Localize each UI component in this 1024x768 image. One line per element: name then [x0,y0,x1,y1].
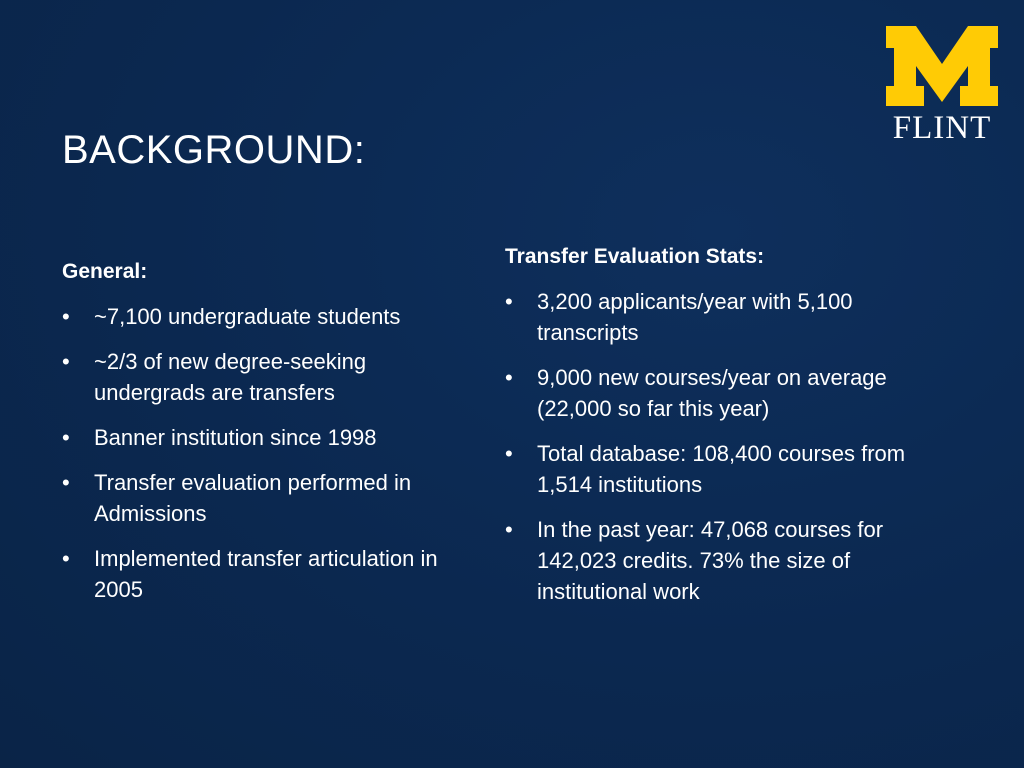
list-item [505,438,925,500]
bullet-icon: • [62,304,70,329]
bullet-icon: • [505,441,513,466]
bullet-text: ~7,100 undergraduate students [94,304,401,329]
bullet-icon: • [62,470,70,495]
block-m-icon [880,24,1004,110]
transfer-stats-bullet-list [505,286,925,607]
slide-title: BACKGROUND: [62,128,366,172]
bullet-text: Implemented transfer articulation in 2005 [94,546,438,602]
bullet-text: Total database: 108,400 courses from 1,514 institutions [537,441,906,497]
list-item [62,543,462,605]
bullet-text: In the past year: 47,068 courses for 142,023 credits. 73% the size of institutional work [537,517,884,604]
list-item [62,467,462,529]
list-item [62,301,462,332]
general-bullet-list [62,301,462,605]
list-item [505,514,925,607]
list-item [505,362,925,424]
general-heading: General: [62,260,148,283]
bullet-icon: • [505,289,513,314]
bullet-icon: • [62,546,70,571]
bullet-icon: • [505,365,513,390]
list-item [505,286,925,348]
list-item [62,422,462,453]
bullet-text: ~2/3 of new degree-seeking undergrads are transfers [94,349,367,405]
bullet-text: 3,200 applicants/year with 5,100 transcripts [537,289,853,345]
general-column [62,256,462,619]
bullet-text: 9,000 new courses/year on average (22,000 so far this year) [537,365,887,421]
bullet-icon: • [505,517,513,542]
transfer-stats-column [505,241,925,621]
transfer-stats-heading: Transfer Evaluation Stats: [505,245,765,268]
bullet-text: Banner institution since 1998 [94,425,377,450]
logo-wordmark: FLINT [892,110,992,146]
bullet-icon: • [62,425,70,450]
bullet-text: Transfer evaluation performed in Admissions [94,470,412,526]
list-item [62,346,462,408]
um-flint-logo [880,24,1004,144]
bullet-icon: • [62,349,70,374]
